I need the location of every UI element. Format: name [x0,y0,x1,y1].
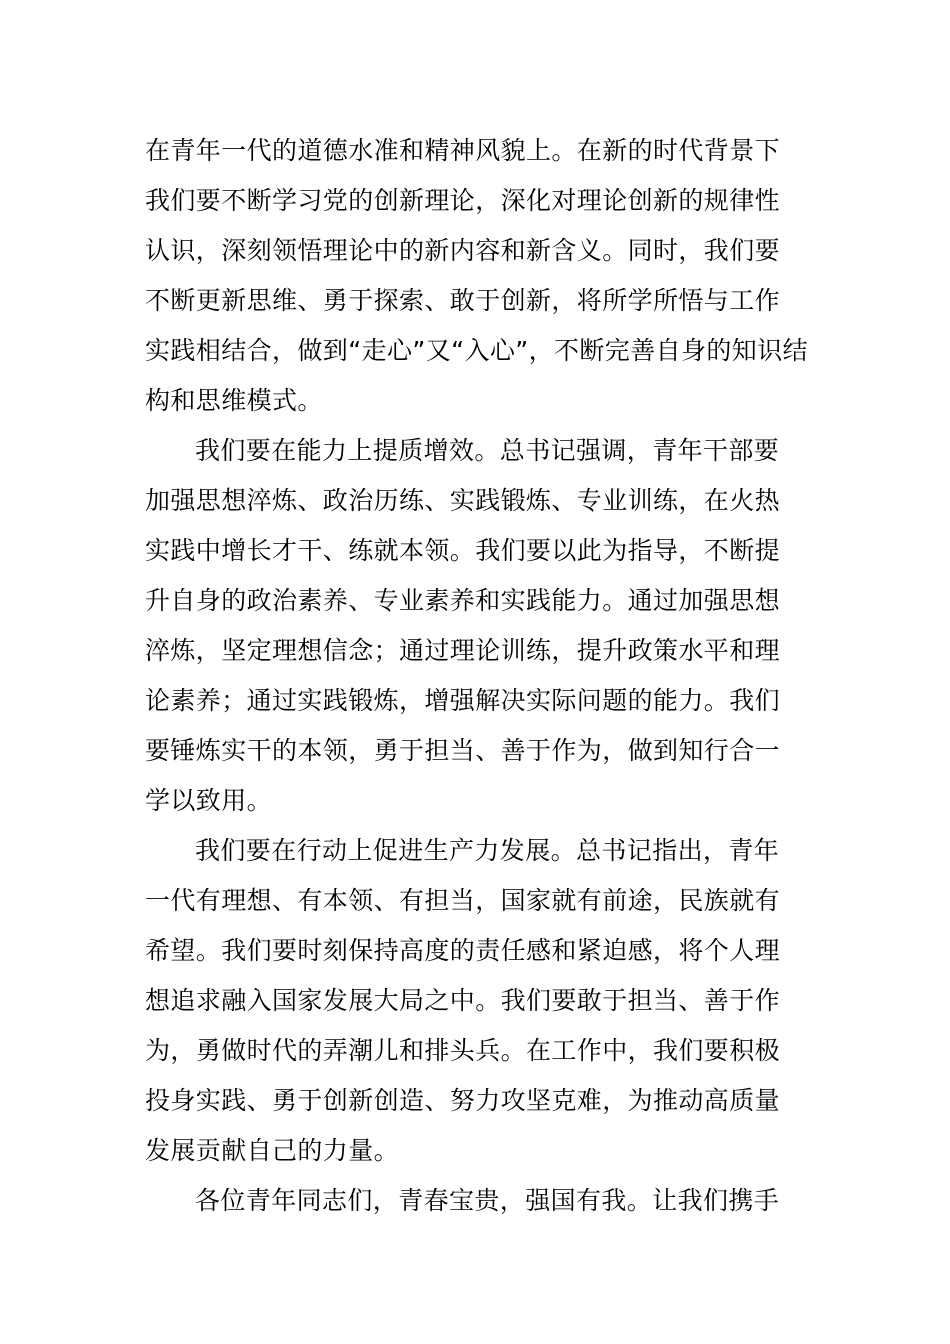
text-line: 升自身的政治素养、专业素养和实践能力。通过加强思想 [145,586,781,615]
text-line: 投身实践、勇于创新创造、努力攻坚克难，为推动高质量 [145,1086,781,1115]
paragraph-first-line: 我们要在行动上促进生产力发展。总书记指出，青年 [195,836,780,865]
text-line: 想追求融入国家发展大局之中。我们要敢于担当、善于作 [145,986,781,1015]
text-line: 实践相结合，做到“走心”又“入心”，不断完善自身的知识结 [145,336,809,365]
text-line: 实践中增长才干、练就本领。我们要以此为指导，不断提 [145,536,781,565]
paragraph-first-line: 我们要在能力上提质增效。总书记强调，青年干部要 [195,436,780,465]
text-line: 为，勇做时代的弄潮儿和排头兵。在工作中，我们要积极 [145,1036,781,1065]
paragraph-first-line: 各位青年同志们，青春宝贵，强国有我。让我们携手 [195,1186,780,1215]
text-line: 不断更新思维、勇于探索、敢于创新，将所学所悟与工作 [145,286,781,315]
text-line: 希望。我们要时刻保持高度的责任感和紧迫感，将个人理 [145,936,781,965]
text-line: 在青年一代的道德水准和精神风貌上。在新的时代背景下 [145,136,781,165]
text-line: 构和思维模式。 [145,386,323,415]
text-line: 要锤炼实干的本领，勇于担当、善于作为，做到知行合一 [145,736,781,765]
text-line: 一代有理想、有本领、有担当，国家就有前途，民族就有 [145,886,781,915]
text-line: 认识，深刻领悟理论中的新内容和新含义。同时，我们要 [145,236,781,265]
text-line: 论素养；通过实践锻炼，增强解决实际问题的能力。我们 [145,686,781,715]
document-body [145,126,807,1226]
text-line: 我们要不断学习党的创新理论，深化对理论创新的规律性 [145,186,781,215]
text-line: 发展贡献自己的力量。 [145,1136,400,1165]
text-line: 加强思想淬炼、政治历练、实践锻炼、专业训练，在火热 [145,486,781,515]
text-line: 学以致用。 [145,786,273,815]
text-line: 淬炼，坚定理想信念；通过理论训练，提升政策水平和理 [145,636,781,665]
